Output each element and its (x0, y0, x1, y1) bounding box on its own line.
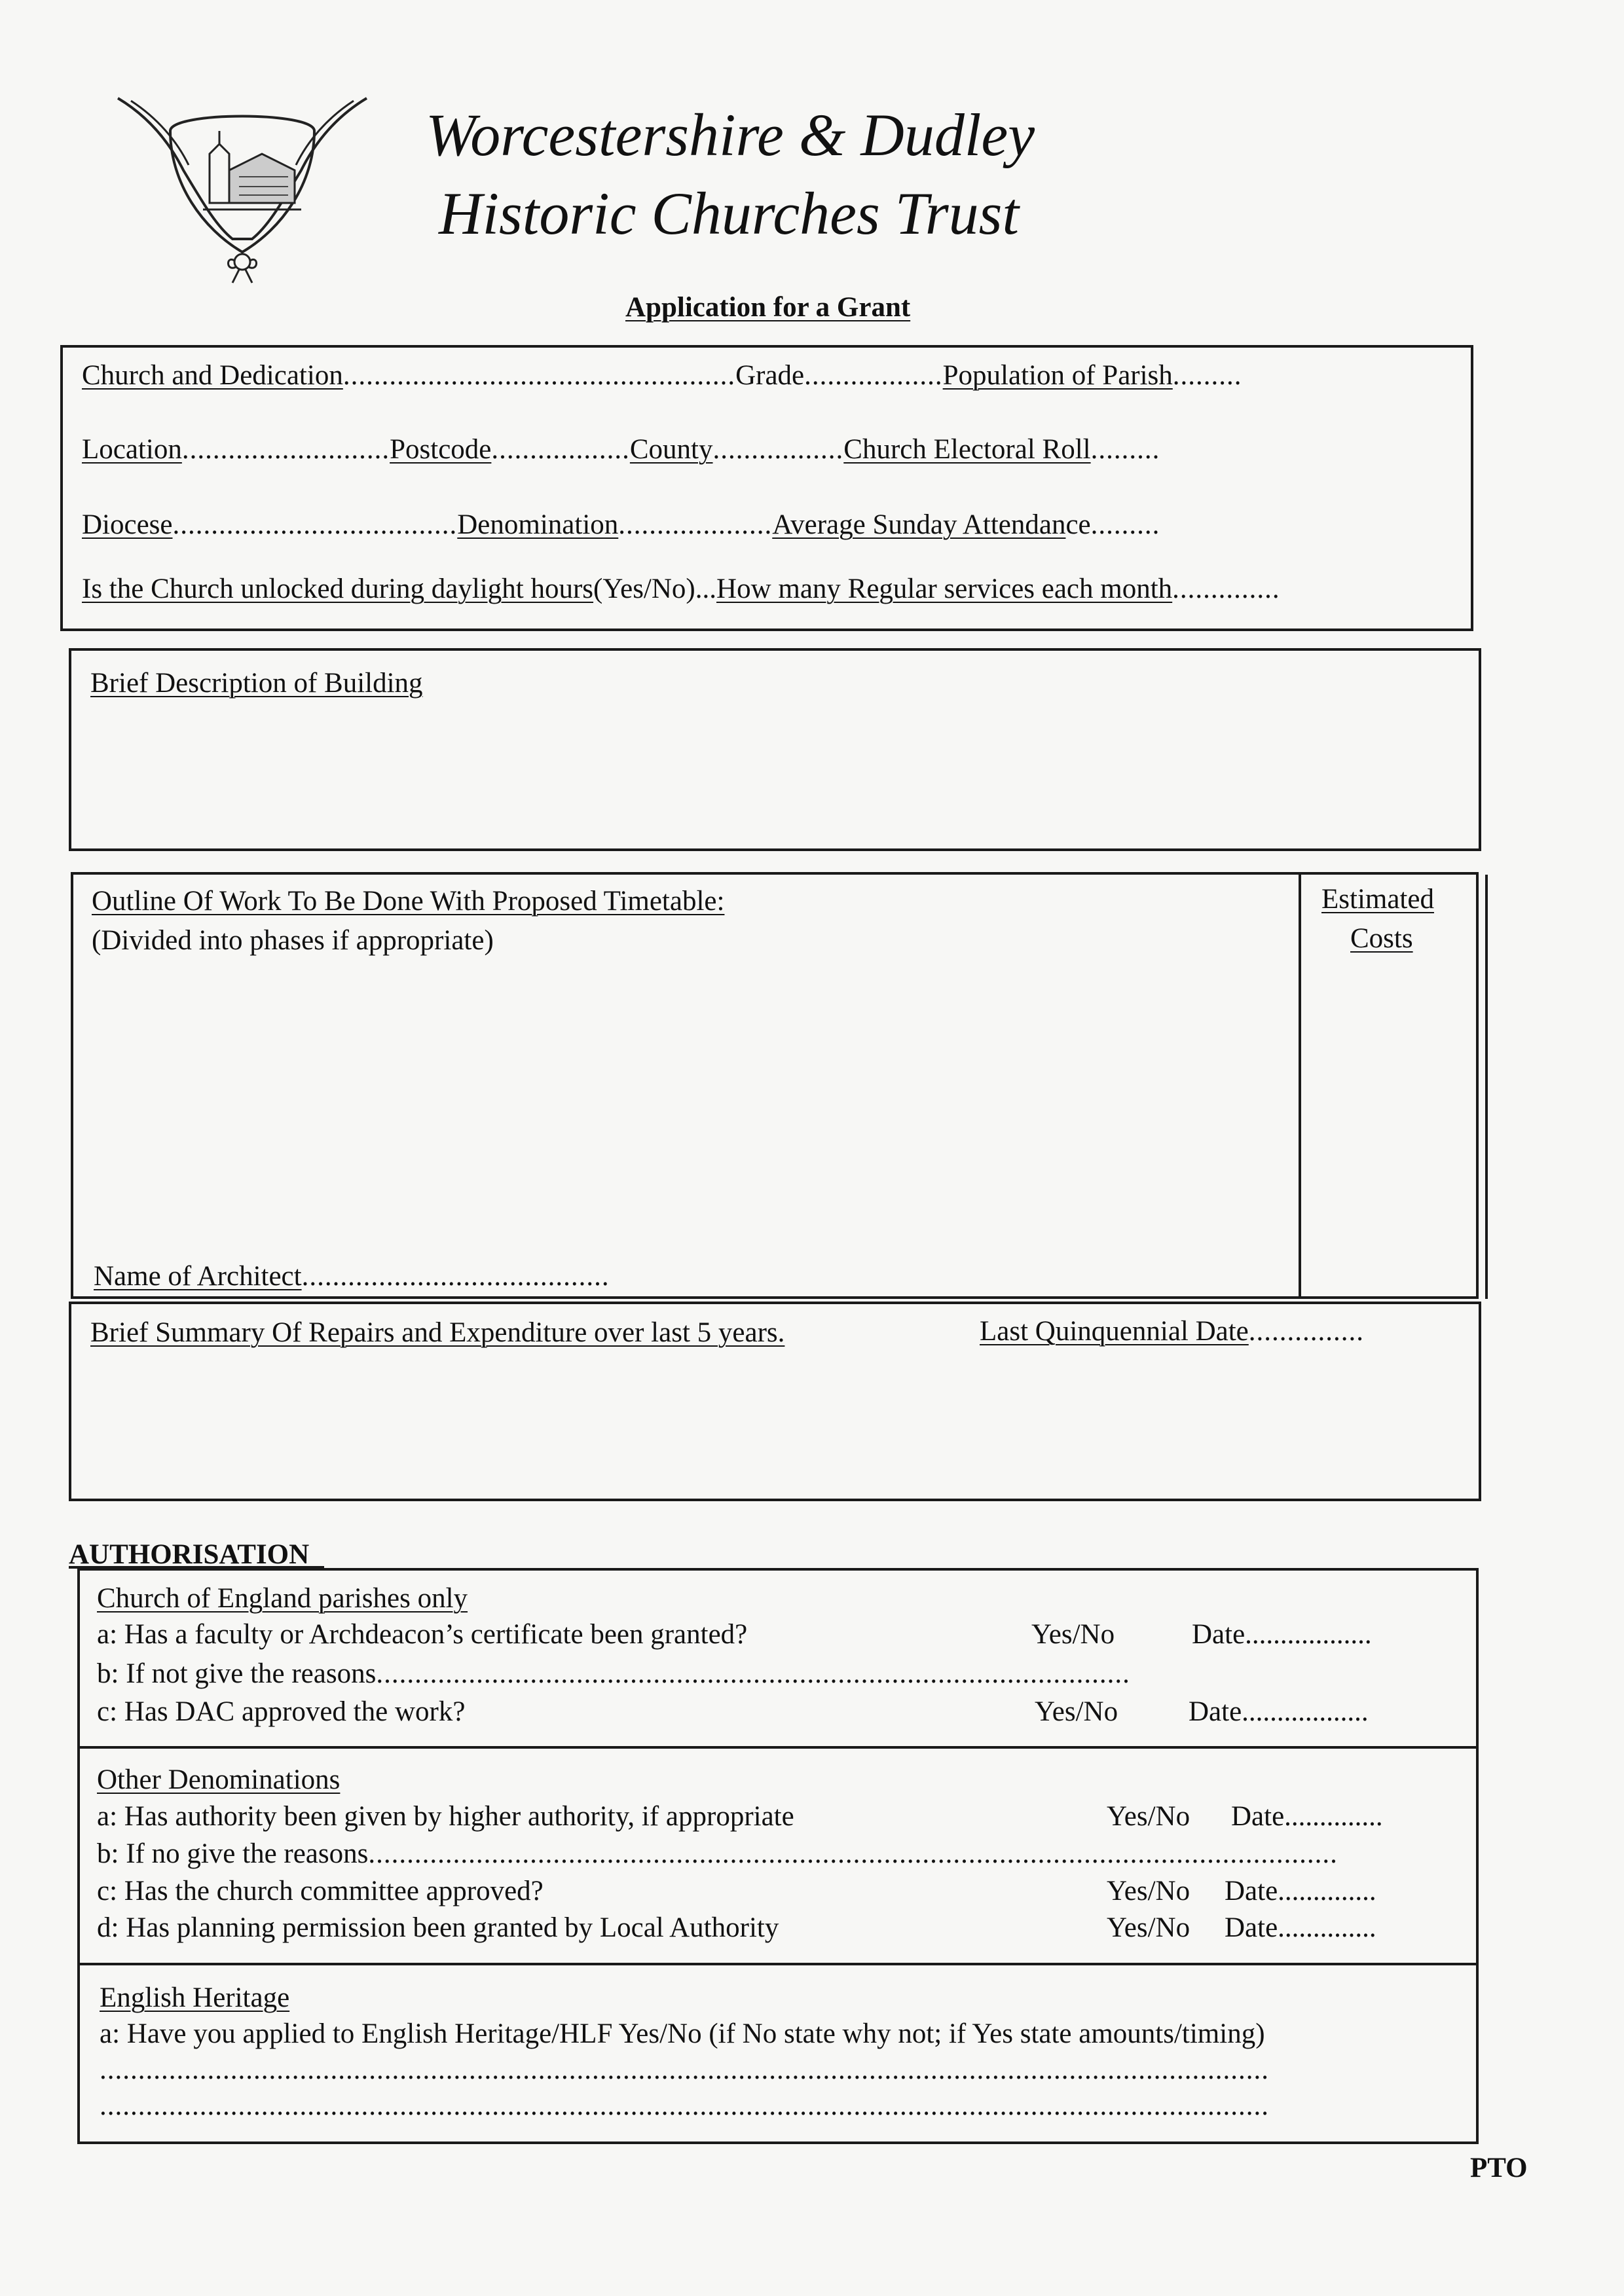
coe-c-yesno[interactable]: Yes/No (1035, 1696, 1118, 1727)
coe-heading: Church of England parishes only (97, 1583, 468, 1614)
electoral-roll-field[interactable]: ......... (1090, 434, 1160, 465)
church-dedication-label: Church and Dedication (82, 360, 343, 391)
other-row-b (97, 1840, 1338, 1868)
row-church (82, 361, 1242, 390)
other-c-yesno[interactable]: Yes/No (1107, 1876, 1190, 1906)
grade-field[interactable]: .................. (804, 360, 943, 391)
diocese-field[interactable]: ..................................... (172, 509, 458, 540)
coe-c-date[interactable]: Date.................. (1189, 1696, 1369, 1727)
other-c-date[interactable]: Date.............. (1225, 1876, 1376, 1906)
other-a-yesno[interactable]: Yes/No (1107, 1801, 1190, 1832)
estimated-costs-label-2: Costs (1350, 923, 1413, 954)
form-title: Application for a Grant (625, 292, 911, 323)
coe-row-b (97, 1660, 1130, 1688)
population-label: Population of Parish (942, 360, 1173, 391)
postcode-label: Postcode (390, 434, 492, 465)
trust-title-line2: Historic Churches Trust (439, 180, 1020, 247)
other-question-c: c: Has the church committee approved? (97, 1876, 544, 1906)
services-label: How many Regular services each month (716, 574, 1173, 604)
heritage-answer-line-1[interactable]: ........................................................................................................................................................ (100, 2054, 1269, 2085)
row-diocese (82, 511, 1160, 539)
attendance-field[interactable]: ......... (1090, 509, 1160, 540)
outer-margin-line (1485, 875, 1488, 1299)
heritage-answer-line-2[interactable]: ........................................................................................................................................................ (100, 2090, 1269, 2121)
church-crest-logo (111, 92, 373, 288)
row-location (82, 435, 1160, 464)
heritage-question-a: a: Have you applied to English Heritage/HLF Yes/No (if No state why not; if Yes state amounts/timing) (100, 2018, 1265, 2049)
work-outline-sublabel: (Divided into phases if appropriate) (92, 925, 494, 956)
attendance-label: Average Sunday Attendan (772, 509, 1066, 540)
architect-field[interactable]: ........................................ (301, 1261, 610, 1292)
building-description-label: Brief Description of Building (90, 668, 423, 699)
denomination-label: Denomination (457, 509, 619, 540)
pto-label: PTO (1470, 2153, 1528, 2183)
location-label: Location (82, 434, 182, 465)
other-d-yesno[interactable]: Yes/No (1107, 1912, 1190, 1943)
estimated-costs-label-1: Estimated (1321, 884, 1434, 915)
other-a-date[interactable]: Date.............. (1231, 1801, 1383, 1832)
unlocked-label: Is the Church unlocked during daylight hours (82, 574, 594, 604)
costs-divider (1299, 872, 1301, 1299)
denomination-field[interactable]: .................... (618, 509, 773, 540)
authorisation-heading: AUTHORISATION (69, 1539, 310, 1570)
diocese-label: Diocese (82, 509, 173, 540)
coe-question-a: a: Has a faculty or Archdeacon’s certificate been granted? (97, 1619, 748, 1650)
coe-a-date[interactable]: Date.................. (1192, 1619, 1372, 1650)
other-b-field[interactable]: .............................................................................................................................. (368, 1838, 1338, 1869)
row-quinquennial (980, 1317, 1364, 1345)
unlocked-yesno[interactable]: (Yes/No)... (593, 574, 717, 604)
other-heading: Other Denominations (97, 1764, 341, 1795)
postcode-field[interactable]: .................. (491, 434, 630, 465)
other-question-b: b: If no give the reasons (97, 1838, 369, 1869)
population-field[interactable]: ......... (1172, 360, 1242, 391)
coe-a-yesno[interactable]: Yes/No (1031, 1619, 1115, 1650)
coe-question-b: b: If not give the reasons (97, 1658, 377, 1689)
architect-label: Name of Architect (94, 1261, 302, 1292)
heritage-heading: English Heritage (100, 1982, 290, 2013)
row-repairs (90, 1319, 784, 1347)
other-d-date[interactable]: Date.............. (1225, 1912, 1376, 1943)
church-dedication-field[interactable]: ................................................... (342, 360, 736, 391)
divider-other-heritage (77, 1963, 1479, 1965)
quinquennial-label: Last Quinquennial Date (980, 1316, 1249, 1347)
quinquennial-field[interactable]: ............... (1248, 1316, 1365, 1347)
other-question-d: d: Has planning permission been granted by Local Authority (97, 1912, 779, 1943)
county-label: County (629, 434, 713, 465)
other-question-a: a: Has authority been given by higher authority, if appropriate (97, 1801, 794, 1832)
grade-label: Grade (735, 360, 805, 391)
trust-title-line1: Worcestershire & Dudley (426, 101, 1035, 168)
coe-question-c: c: Has DAC approved the work? (97, 1696, 466, 1727)
row-architect (94, 1262, 610, 1290)
services-field[interactable]: .............. (1172, 574, 1280, 604)
repairs-summary-label: Brief Summary Of Repairs and Expenditure over last 5 years. (90, 1317, 785, 1348)
county-field[interactable]: ................. (712, 434, 844, 465)
location-field[interactable]: ........................... (181, 434, 390, 465)
divider-coe-other (77, 1746, 1479, 1749)
attendance-label-suffix: ce (1065, 509, 1091, 540)
work-outline-label: Outline Of Work To Be Done With Proposed Timetable: (92, 886, 725, 917)
row-unlocked (82, 575, 1280, 603)
electoral-roll-label: Church Electoral Roll (843, 434, 1091, 465)
coe-b-field[interactable]: .................................................................................................. (376, 1658, 1130, 1689)
